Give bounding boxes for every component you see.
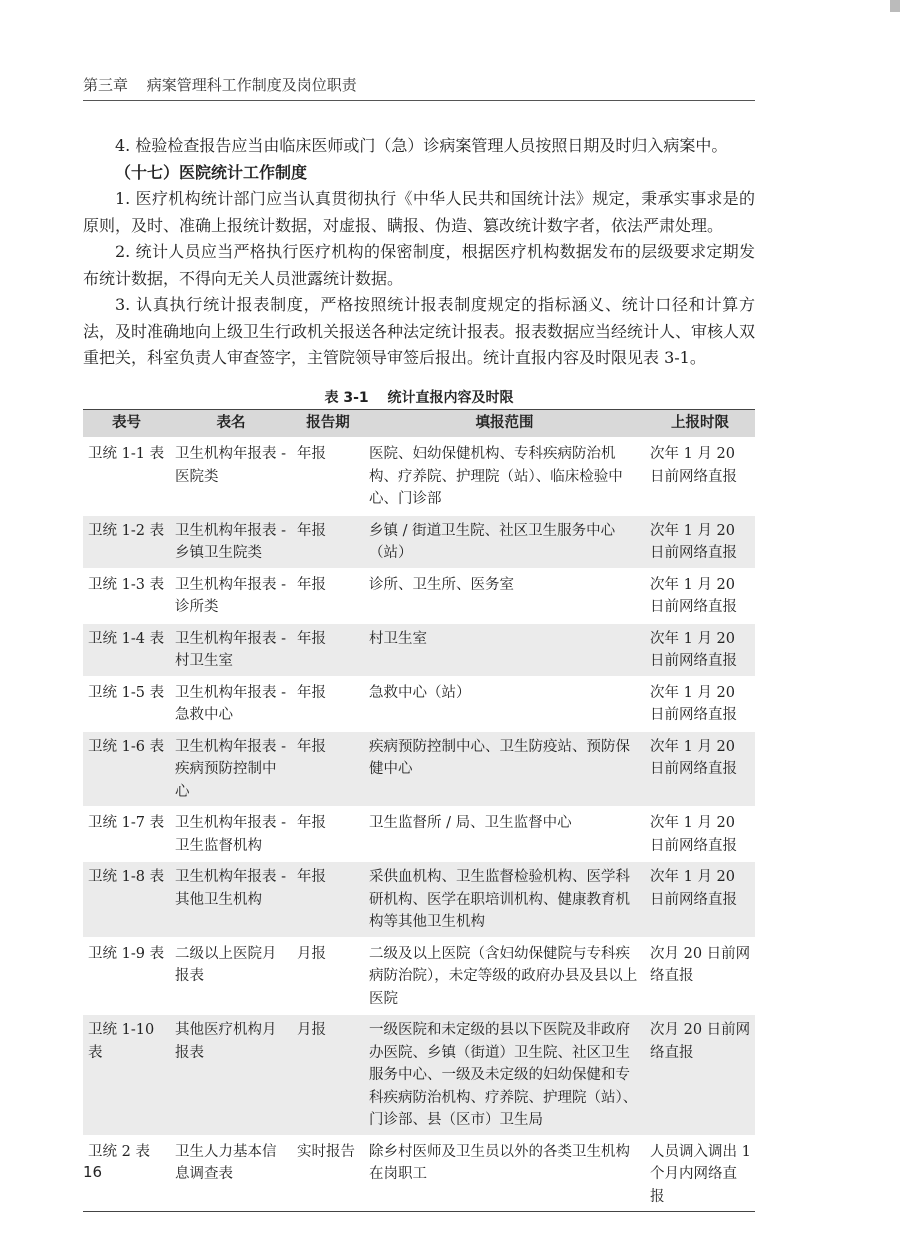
cell-period: 年报 [292,515,364,569]
cell-form-name: 卫生机构年报表 - 疾病预防控制中心 [170,731,292,808]
cell-form-name: 二级以上医院月报表 [170,938,292,1015]
table-row [83,807,755,861]
cell-deadline: 次年 1 月 20 日前网络直报 [645,807,755,861]
cell-scope: 疾病预防控制中心、卫生防疫站、预防保健中心 [364,731,645,808]
cell-period: 年报 [292,623,364,677]
cell-form-name: 卫生机构年报表 - 村卫生室 [170,623,292,677]
table-caption [83,387,755,407]
cell-scope: 村卫生室 [364,623,645,677]
cell-period: 年报 [292,807,364,861]
cell-deadline: 次年 1 月 20 日前网络直报 [645,677,755,731]
cell-form-name: 卫生人力基本信息调查表 [170,1136,292,1212]
table-row [83,938,755,1015]
cell-period: 年报 [292,731,364,808]
cell-deadline: 次年 1 月 20 日前网络直报 [645,623,755,677]
body-text [83,133,755,372]
cell-scope: 乡镇 / 街道卫生院、社区卫生服务中心（站） [364,515,645,569]
cell-form-name: 卫生机构年报表 - 医院类 [170,438,292,515]
header-period: 报告期 [292,410,364,439]
chapter-label: 第三章 [83,76,129,94]
table-row [83,731,755,808]
cell-scope: 除乡村医师及卫生员以外的各类卫生机构在岗职工 [364,1136,645,1212]
cell-deadline: 次年 1 月 20 日前网络直报 [645,569,755,623]
table-row [83,623,755,677]
paragraph-item-4: 4. 检验检查报告应当由临床医师或门（急）诊病案管理人员按照日期及时归入病案中。 [115,136,728,155]
table-row [83,861,755,938]
cell-deadline: 次年 1 月 20 日前网络直报 [645,515,755,569]
cell-form-no: 卫统 1-1 表 [83,438,170,515]
statistics-table [83,409,755,1212]
cell-form-no: 卫统 1-4 表 [83,623,170,677]
cell-period: 月报 [292,1014,364,1136]
cell-form-no: 卫统 1-7 表 [83,807,170,861]
cell-form-no: 卫统 1-8 表 [83,861,170,938]
paragraph-2: 2. 统计人员应当严格执行医疗机构的保密制度，根据医疗机构数据发布的层级要求定期发布统计数据，不得向无关人员泄露统计数据。 [83,242,755,288]
cell-form-name: 卫生机构年报表 - 卫生监督机构 [170,807,292,861]
cell-deadline: 次月 20 日前网络直报 [645,938,755,1015]
cell-period: 年报 [292,861,364,938]
cell-form-no: 卫统 2 表 [83,1136,170,1212]
cell-form-no: 卫统 1-5 表 [83,677,170,731]
cell-deadline: 次年 1 月 20 日前网络直报 [645,731,755,808]
table-row [83,438,755,515]
cell-form-name: 卫生机构年报表 - 诊所类 [170,569,292,623]
table-row [83,677,755,731]
cell-form-no: 卫统 1-2 表 [83,515,170,569]
table-row [83,515,755,569]
cell-scope: 卫生监督所 / 局、卫生监督中心 [364,807,645,861]
cell-period: 月报 [292,938,364,1015]
cell-deadline: 次月 20 日前网络直报 [645,1014,755,1136]
page-corner-mark [890,0,900,12]
paragraph-1: 1. 医疗机构统计部门应当认真贯彻执行《中华人民共和国统计法》规定，秉承实事求是的原则，及时、准确上报统计数据，对虚报、瞒报、伪造、篡改统计数字者，依法严肃处理。 [83,189,755,235]
table-row [83,1136,755,1212]
cell-deadline: 人员调入调出 1 个月内网络直报 [645,1136,755,1212]
cell-scope: 一级医院和未定级的县以下医院及非政府办医院、乡镇（街道）卫生院、社区卫生服务中心、一级及未定级的妇幼保健和专科疾病防治机构、疗养院、护理院（站）、门诊部、县（区市）卫生局 [364,1014,645,1136]
cell-scope: 医院、妇幼保健机构、专科疾病防治机构、疗养院、护理院（站）、临床检验中心、门诊部 [364,438,645,515]
running-header [83,74,755,101]
cell-form-no: 卫统 1-6 表 [83,731,170,808]
cell-scope: 诊所、卫生所、医务室 [364,569,645,623]
table-caption-text: 统计直报内容及时限 [387,390,514,406]
cell-deadline: 次年 1 月 20 日前网络直报 [645,861,755,938]
header-deadline: 上报时限 [645,410,755,439]
cell-scope: 采供血机构、卫生监督检验机构、医学科研机构、医学在职培训机构、健康教育机构等其他卫生机构 [364,861,645,938]
cell-period: 年报 [292,677,364,731]
chapter-title: 病案管理科工作制度及岗位职责 [146,76,357,94]
header-form-name: 表名 [170,410,292,439]
cell-scope: 急救中心（站） [364,677,645,731]
cell-form-name: 卫生机构年报表 - 急救中心 [170,677,292,731]
page-number: 16 [83,1163,103,1181]
cell-form-no: 卫统 1-10 表 [83,1014,170,1136]
cell-form-name: 其他医疗机构月报表 [170,1014,292,1136]
cell-form-name: 卫生机构年报表 - 其他卫生机构 [170,861,292,938]
table-row [83,1014,755,1136]
header-form-no: 表号 [83,410,170,439]
paragraph-3: 3. 认真执行统计报表制度，严格按照统计报表制度规定的指标涵义、统计口径和计算方法，及时准确地向上级卫生行政机关报送各种法定统计报表。报表数据应当经统计人、审核人双重把关，科室负责人审查签字，主管院领导审签后报出。统计直报内容及时限见表 3-1。 [83,295,756,367]
table-body [83,438,755,1212]
table-number: 表 3-1 [324,390,369,406]
cell-scope: 二级及以上医院（含妇幼保健院与专科疾病防治院），未定等级的政府办县及县以上医院 [364,938,645,1015]
table-header-row [83,410,755,439]
cell-period: 实时报告 [292,1136,364,1212]
cell-period: 年报 [292,569,364,623]
section-heading: （十七）医院统计工作制度 [115,162,308,182]
table-row [83,569,755,623]
cell-deadline: 次年 1 月 20 日前网络直报 [645,438,755,515]
cell-form-no: 卫统 1-9 表 [83,938,170,1015]
cell-period: 年报 [292,438,364,515]
cell-form-no: 卫统 1-3 表 [83,569,170,623]
cell-form-name: 卫生机构年报表 - 乡镇卫生院类 [170,515,292,569]
header-scope: 填报范围 [364,410,645,439]
